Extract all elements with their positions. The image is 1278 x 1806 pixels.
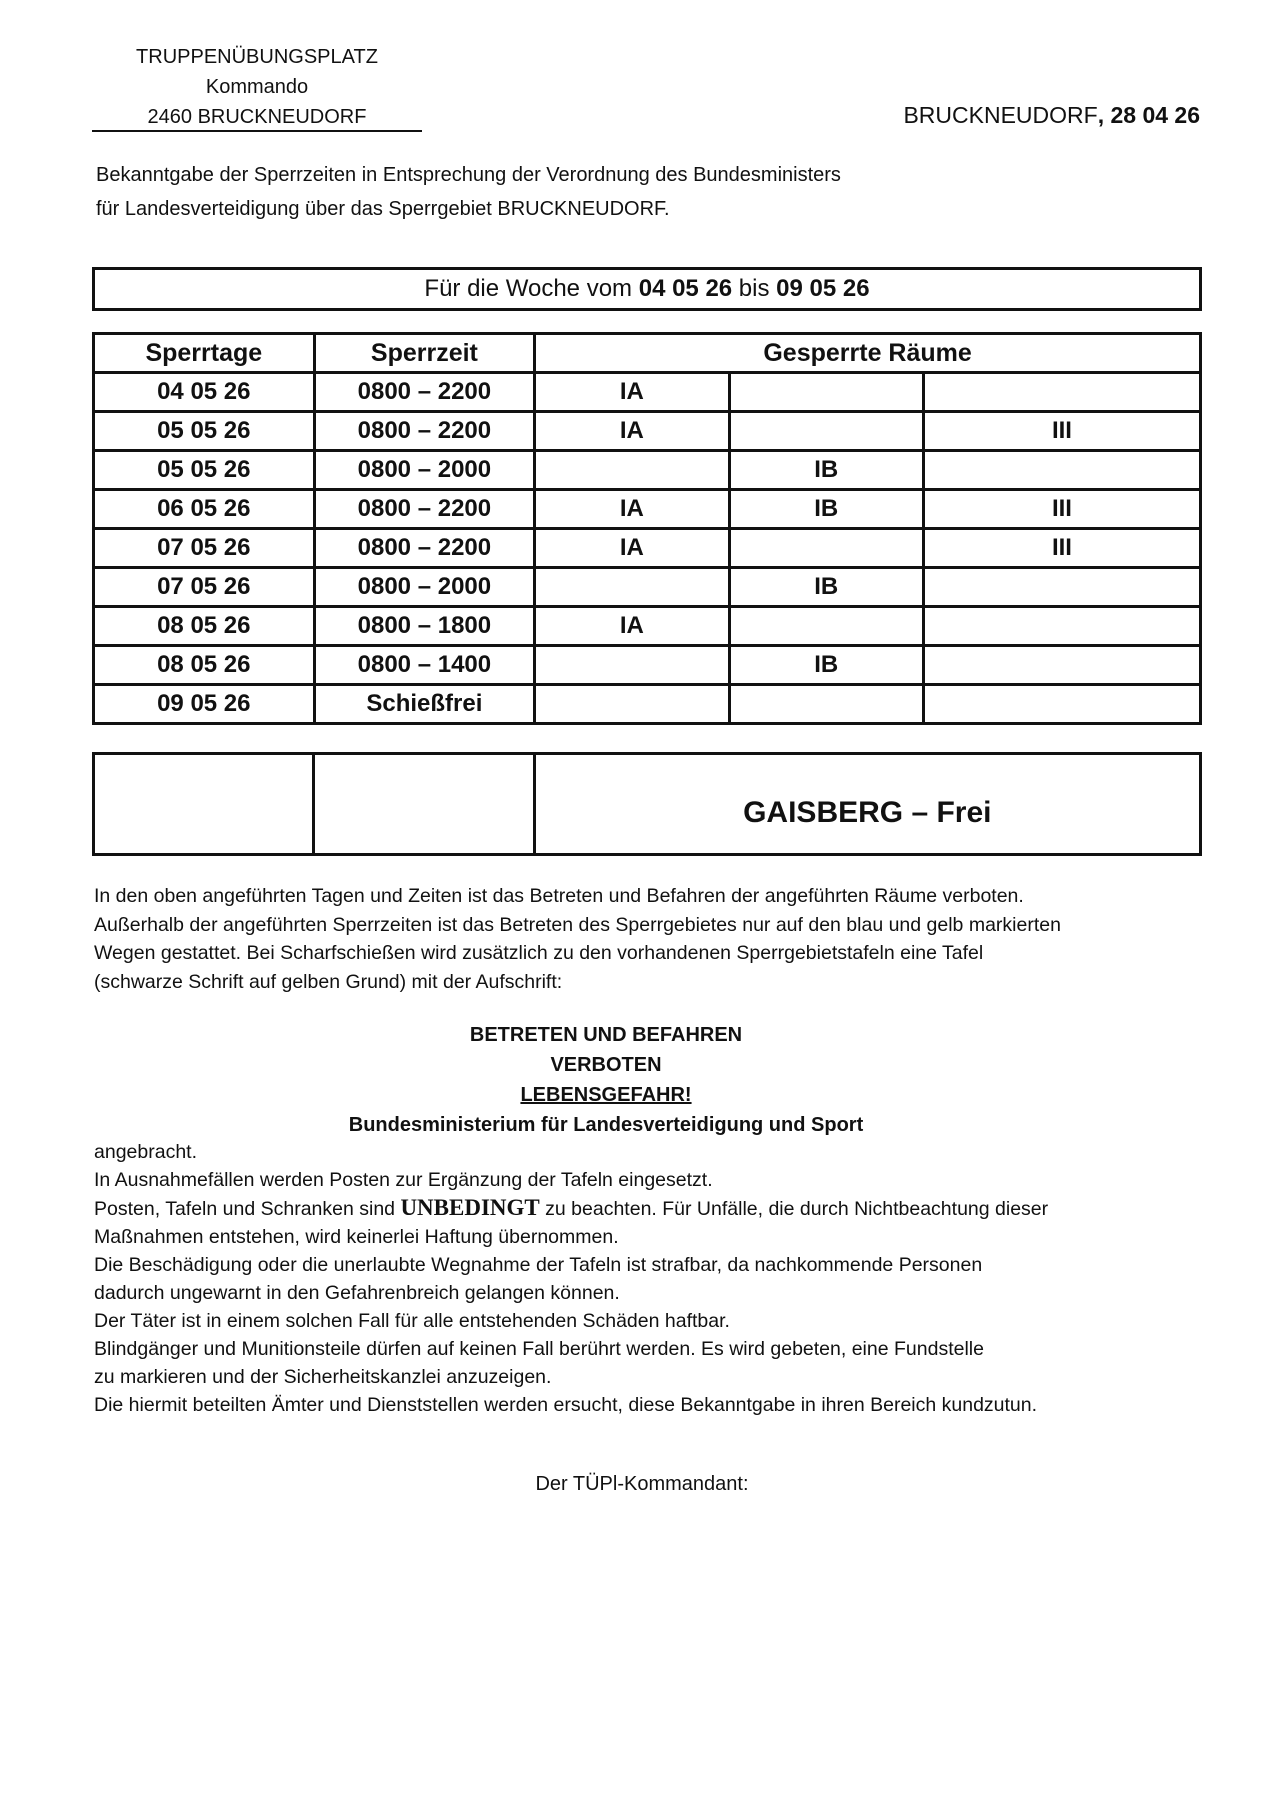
sender-line-1: TRUPPENÜBUNGSPLATZ — [136, 46, 378, 68]
cell-time: 0800 – 2200 — [314, 529, 535, 568]
cell-area-iii — [923, 451, 1200, 490]
sender-underline — [92, 130, 422, 132]
cell-area-iii — [923, 373, 1200, 412]
body-paragraph-2 — [94, 1138, 1234, 1419]
warning-sign-text — [0, 1020, 1212, 1140]
cell-day: 09 05 26 — [94, 685, 315, 724]
cell-area-ia: IA — [535, 412, 729, 451]
week-to: 09 05 26 — [776, 275, 870, 302]
table-row — [94, 529, 1201, 568]
sender-block — [92, 42, 422, 132]
sender-line-3: 2460 BRUCKNEUDORF — [147, 106, 367, 128]
body-line: Der Täter ist in einem solchen Fall für alle entstehenden Schäden haftbar. — [94, 1310, 730, 1332]
cell-time: 0800 – 2200 — [314, 412, 535, 451]
cell-area-ib: IB — [729, 490, 923, 529]
cell-area-ib — [729, 529, 923, 568]
cell-area-ib — [729, 373, 923, 412]
cell-area-ib: IB — [729, 568, 923, 607]
body-line: (schwarze Schrift auf gelben Grund) mit der Aufschrift: — [94, 970, 563, 993]
signature-line: Der TÜPl-Kommandant: — [535, 1473, 749, 1495]
body-line: Maßnahmen entstehen, wird keinerlei Haftung übernommen. — [94, 1226, 619, 1248]
cell-area-iii: III — [923, 490, 1200, 529]
gaisberg-empty-cell — [94, 754, 314, 855]
cell-day: 06 05 26 — [94, 490, 315, 529]
cell-time: 0800 – 2000 — [314, 451, 535, 490]
cell-area-ib: IB — [729, 451, 923, 490]
table-row — [94, 490, 1201, 529]
cell-time: 0800 – 2200 — [314, 490, 535, 529]
body-line: Die hiermit beteilten Ämter und Dienststellen werden ersucht, diese Bekanntgabe in ihren Bereich kundzutun. — [94, 1394, 1038, 1416]
cell-area-ib — [729, 412, 923, 451]
table-row — [94, 607, 1201, 646]
body-paragraph-1 — [94, 882, 1224, 996]
intro-text — [96, 158, 1096, 226]
cell-day: 08 05 26 — [94, 607, 315, 646]
week-prefix: Für die Woche vom — [424, 275, 639, 302]
cell-area-ia: IA — [535, 529, 729, 568]
header-gesperrte-raeume: Gesperrte Räume — [535, 334, 1201, 373]
date: , 28 04 26 — [1097, 102, 1200, 128]
emphasis-unbedingt: UNBEDINGT — [400, 1195, 540, 1220]
week-mid: bis — [732, 275, 777, 302]
body-line: dadurch ungewarnt in den Gefahrenbreich gelangen können. — [94, 1282, 620, 1304]
body-line: In den oben angeführten Tagen und Zeiten ist das Betreten und Befahren der angeführten Räume verboten. — [94, 885, 1024, 907]
text-pre: Posten, Tafeln und Schranken sind — [94, 1198, 401, 1220]
table-row — [94, 685, 1201, 724]
table-row — [94, 451, 1201, 490]
cell-time: 0800 – 2200 — [314, 373, 535, 412]
gaisberg-empty-cell — [314, 754, 534, 855]
cell-area-ib — [729, 685, 923, 724]
cell-time: 0800 – 1800 — [314, 607, 535, 646]
cell-day: 07 05 26 — [94, 529, 315, 568]
cell-area-ia — [535, 646, 729, 685]
cell-area-ib: IB — [729, 646, 923, 685]
warning-line-2: VERBOTEN — [550, 1054, 662, 1076]
gaisberg-row — [94, 754, 1201, 855]
cell-time: 0800 – 1400 — [314, 646, 535, 685]
cell-area-ia: IA — [535, 607, 729, 646]
header-sperrtage: Sperrtage — [94, 334, 315, 373]
intro-line-1: Bekanntgabe der Sperrzeiten in Entsprechung der Verordnung des Bundesministers — [96, 164, 841, 186]
cell-area-iii: III — [923, 529, 1200, 568]
cell-area-ib — [729, 607, 923, 646]
cell-area-ia — [535, 568, 729, 607]
cell-area-ia: IA — [535, 373, 729, 412]
body-line: Die Beschädigung oder die unerlaubte Wegnahme der Tafeln ist strafbar, da nachkommende Personen — [94, 1254, 983, 1276]
sender-line-2: Kommando — [205, 76, 309, 98]
week-box — [92, 267, 1202, 311]
cell-day: 07 05 26 — [94, 568, 315, 607]
table-row — [94, 412, 1201, 451]
body-line: In Ausnahmefällen werden Posten zur Ergänzung der Tafeln eingesetzt. — [94, 1169, 713, 1191]
cell-time: 0800 – 2000 — [314, 568, 535, 607]
cell-area-iii — [923, 685, 1200, 724]
table-header-row — [94, 334, 1201, 373]
cell-area-iii — [923, 607, 1200, 646]
cell-day: 05 05 26 — [94, 451, 315, 490]
place-date — [903, 102, 1200, 129]
table-row — [94, 568, 1201, 607]
cell-day: 04 05 26 — [94, 373, 315, 412]
header-sperrzeit: Sperrzeit — [314, 334, 535, 373]
cell-time: Schießfrei — [314, 685, 535, 724]
warning-line-3: LEBENSGEFAHR! — [520, 1084, 692, 1106]
cell-area-iii: III — [923, 412, 1200, 451]
table-row — [94, 646, 1201, 685]
gaisberg-status: GAISBERG – Frei — [534, 754, 1200, 855]
cell-day: 05 05 26 — [94, 412, 315, 451]
text-post: zu beachten. Für Unfälle, die durch Nichtbeachtung dieser — [539, 1198, 1049, 1220]
warning-line-4: Bundesministerium für Landesverteidigung und Sport — [348, 1114, 864, 1136]
cell-area-ia: IA — [535, 490, 729, 529]
intro-line-2: für Landesverteidigung über das Sperrgebiet BRUCKNEUDORF. — [96, 198, 670, 220]
body-line-unbedingt — [94, 1194, 1234, 1223]
week-from: 04 05 26 — [638, 275, 733, 302]
schedule-table — [92, 332, 1202, 725]
cell-day: 08 05 26 — [94, 646, 315, 685]
body-line: Blindgänger und Munitionsteile dürfen auf keinen Fall berührt werden. Es wird gebeten, eine Fundstelle — [94, 1338, 984, 1360]
warning-line-1: BETRETEN UND BEFAHREN — [469, 1024, 743, 1046]
cell-area-iii — [923, 568, 1200, 607]
body-line: angebracht. — [94, 1141, 197, 1163]
body-line: zu markieren und der Sicherheitskanzlei anzuzeigen. — [94, 1366, 552, 1388]
cell-area-ia — [535, 685, 729, 724]
table-row — [94, 373, 1201, 412]
body-line: Wegen gestattet. Bei Scharfschießen wird zusätzlich zu den vorhandenen Sperrgebietstafeln eine Tafel — [94, 942, 984, 964]
body-line: Außerhalb der angeführten Sperrzeiten ist das Betreten des Sperrgebietes nur auf den blau und gelb markierten — [94, 913, 1061, 936]
cell-area-iii — [923, 646, 1200, 685]
place: BRUCKNEUDORF — [903, 102, 1098, 128]
gaisberg-table — [92, 752, 1202, 856]
cell-area-ia — [535, 451, 729, 490]
